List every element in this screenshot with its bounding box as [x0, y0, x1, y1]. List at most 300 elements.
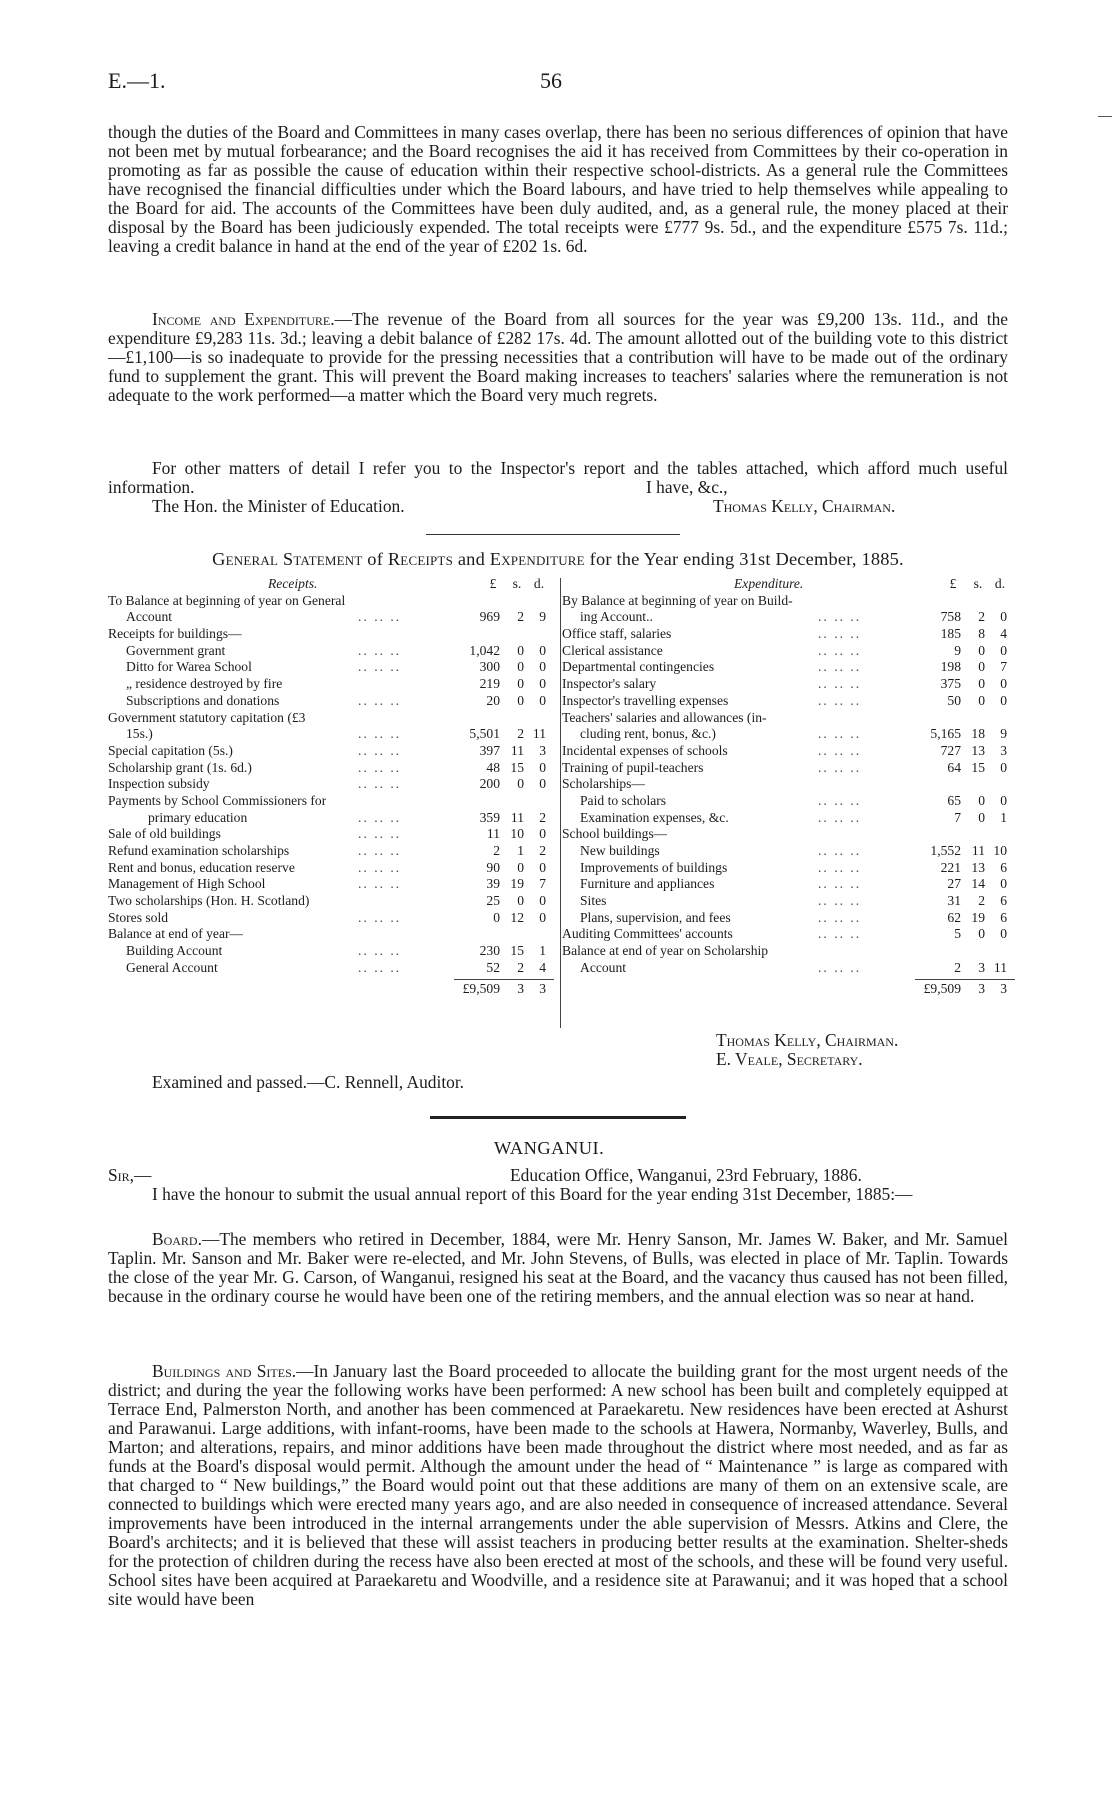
ledger-row-amount [460, 960, 546, 977]
page-number: 56 [540, 68, 562, 93]
receipts-column [108, 576, 554, 998]
leader-dots: .. .. .. [818, 759, 862, 775]
ledger-row-label: Stores sold [108, 909, 169, 925]
amount-pounds: 359 [479, 809, 500, 825]
ledger-row-label: Balance at end of year— [108, 926, 244, 942]
ledger-row-label: Inspector's salary [562, 676, 657, 692]
ledger-row-label: Sites [580, 893, 607, 909]
ledger-row-amount [460, 876, 546, 893]
ledger-row-label: Teachers' salaries and allowances (in- [562, 709, 767, 725]
ledger-row-amount [460, 726, 546, 743]
ledger-row-label: Training of pupil-teachers [562, 759, 704, 775]
expenditure-total [921, 981, 1007, 998]
ledger-row-amount [460, 893, 546, 910]
amount-shillings: 0 [517, 676, 524, 692]
leader-dots: .. .. .. [358, 859, 402, 875]
receipts-total-pounds: £9,509 [462, 980, 500, 996]
leader-dots: .. .. .. [818, 893, 862, 909]
ledger-row-amount [921, 676, 1007, 693]
amount-pounds: 7 [954, 809, 961, 825]
amount-pounds: 2 [493, 843, 500, 858]
amount-pence: 3 [539, 742, 546, 758]
ledger-row-amount [460, 943, 546, 960]
amount-pence: 4 [1000, 626, 1007, 642]
ledger-row-amount [460, 643, 546, 660]
amount-pounds: 219 [479, 676, 500, 692]
ledger-row [108, 643, 554, 660]
ledger-row [562, 826, 1014, 843]
ledger-row [108, 693, 554, 710]
receipts-rows [108, 593, 554, 977]
ledger-row-label: Inspection subsidy [108, 776, 210, 792]
amount-pence: 4 [539, 959, 546, 975]
ledger-row [108, 760, 554, 777]
amount-shillings: 0 [978, 692, 985, 708]
ledger-row [562, 643, 1014, 660]
leader-dots: .. .. .. [818, 692, 862, 708]
salutation: Sir,— [108, 1165, 152, 1185]
amount-pence: 0 [539, 826, 546, 842]
leader-dots: .. .. .. [358, 876, 402, 892]
ledger-row-label: By Balance at beginning of year on Build- [562, 592, 793, 608]
amount-pounds: 758 [940, 609, 961, 625]
ledger-row-amount [921, 960, 1007, 977]
amount-shillings: 8 [978, 626, 985, 642]
ledger-row [562, 793, 1014, 810]
amount-shillings: 0 [517, 659, 524, 675]
ledger-row-label: cluding rent, bonus, &c.) [580, 726, 716, 742]
amount-shillings: 0 [978, 642, 985, 658]
ledger-row [562, 776, 1014, 793]
ledger-row [562, 960, 1014, 977]
ledger-row [108, 793, 554, 810]
ledger-row-label: Receipts for buildings— [108, 626, 242, 642]
section-rule [426, 534, 680, 535]
ledger-row-label: Incidental expenses of schools [562, 742, 728, 758]
ledger-row-amount [460, 743, 546, 760]
amount-pence: 0 [539, 692, 546, 708]
ledger-row-amount [460, 826, 546, 843]
leader-dots: .. .. .. [818, 876, 862, 892]
ledger-row-label: Sale of old buildings [108, 826, 221, 842]
ledger-row-amount [921, 726, 1007, 743]
amount-shillings: 0 [517, 776, 524, 792]
ledger-row-amount [460, 810, 546, 827]
expenditure-total-shillings: 3 [978, 980, 985, 996]
ledger-row [562, 893, 1014, 910]
ledger-row-amount [921, 626, 1007, 643]
amount-pounds: 27 [947, 876, 961, 892]
ledger-row [108, 676, 554, 693]
ledger-row-amount [460, 760, 546, 777]
ledger-row [108, 810, 554, 827]
receipts-header [108, 576, 554, 593]
amount-shillings: 11 [971, 843, 985, 858]
amount-pounds: 20 [486, 692, 500, 708]
ledger-row-label: To Balance at beginning of year on General [108, 592, 346, 608]
amount-pence: 0 [1000, 676, 1007, 692]
amount-pounds: 1,552 [930, 843, 961, 858]
ledger-row-label: „ residence destroyed by fire [126, 676, 283, 692]
amount-pounds: 969 [479, 609, 500, 625]
ledger-row [108, 943, 554, 960]
pound-column-header: £ [949, 576, 957, 591]
amount-shillings: 15 [510, 759, 524, 775]
chairman-signature: Thomas Kelly, Chairman. [713, 496, 896, 516]
ledger-row-label: Furniture and appliances [580, 876, 715, 892]
expenditure-total-pounds: £9,509 [923, 980, 961, 996]
amount-pence: 0 [539, 659, 546, 675]
amount-pounds: 198 [940, 659, 961, 675]
closing-formula: I have, &c., [646, 477, 728, 497]
ledger-row-label: Two scholarships (Hon. H. Scotland) [108, 893, 310, 909]
ledger-row-label: Improvements of buildings [580, 859, 728, 875]
ledger-row [108, 910, 554, 927]
statement-title-part-1: General Statement [212, 549, 363, 569]
ledger-row-label: New buildings [580, 843, 660, 858]
ledger-row-label: General Account [126, 959, 218, 975]
amount-shillings: 2 [978, 893, 985, 909]
expenditure-column [562, 576, 1014, 998]
amount-shillings: 0 [978, 676, 985, 692]
amount-shillings: 0 [517, 642, 524, 658]
amount-pence: 3 [1000, 742, 1007, 758]
leader-dots: .. .. .. [818, 642, 862, 658]
receipts-heading: Receipts. [268, 576, 318, 591]
ledger-row-amount [921, 860, 1007, 877]
statement-title-part-2: Receipts [387, 549, 453, 569]
leader-dots: .. .. .. [358, 642, 402, 658]
expenditure-header [562, 576, 1014, 593]
receipts-expenditure-ledger [108, 576, 1014, 1028]
leader-dots: .. .. .. [818, 726, 862, 742]
amount-shillings: 13 [971, 742, 985, 758]
amount-pence: 0 [539, 859, 546, 875]
amount-pounds: 0 [493, 909, 500, 925]
leader-dots: .. .. .. [818, 609, 862, 625]
income-expenditure-body: —The revenue of the Board from all sources for the year was £9,200 13s. 11d., and the expenditure £9,283 11s. 3d.; leaving a debit balance of £282 17s. 4d. The amount allotted out of the building vote to this district—£1,100—is so inadequate to provide for the pressing necessities that a contribution will have to be made out of the ordinary fund to supplement the grant. This will prevent the Board making increases to teachers' salaries where the remuneration is not adequate to the work performed—a matter which the Board very much regrets. [108, 309, 1008, 405]
amount-pounds: 5,165 [930, 726, 961, 742]
receipts-total-rule [454, 979, 554, 980]
amount-shillings: 11 [510, 809, 524, 825]
shilling-column-header: s. [973, 576, 983, 591]
ledger-row [108, 860, 554, 877]
shilling-column-header: s. [512, 576, 522, 591]
ledger-row-label: Building Account [126, 943, 223, 959]
amount-pounds: 9 [954, 642, 961, 658]
ledger-row [108, 826, 554, 843]
amount-pence: 0 [1000, 642, 1007, 658]
amount-shillings: 15 [971, 759, 985, 775]
document-code: E.—1. [108, 68, 166, 93]
leader-dots: .. .. .. [818, 909, 862, 925]
ledger-row [108, 776, 554, 793]
ledger-row-label: 15s.) [126, 726, 153, 742]
amount-pounds: 300 [479, 659, 500, 675]
leader-dots: .. .. .. [358, 959, 402, 975]
statement-title-tail: for the Year ending 31st December, 1885. [589, 549, 904, 569]
ledger-row [108, 960, 554, 977]
leader-dots: .. .. .. [818, 926, 862, 942]
ledger-row [562, 843, 1014, 860]
amount-pence: 0 [1000, 876, 1007, 892]
ledger-row-amount [460, 910, 546, 927]
amount-shillings: 2 [517, 726, 524, 742]
board-paragraph [108, 1230, 1008, 1306]
amount-shillings: 0 [517, 692, 524, 708]
ledger-row-label: Plans, supervision, and fees [580, 909, 731, 925]
ledger-row-amount [921, 910, 1007, 927]
leader-dots: .. .. .. [358, 943, 402, 959]
leader-dots: .. .. .. [818, 809, 862, 825]
amount-pence: 0 [539, 676, 546, 692]
amount-shillings: 2 [517, 609, 524, 625]
amount-pence: 6 [1000, 859, 1007, 875]
amount-pence: 9 [539, 609, 546, 625]
board-heading: Board. [152, 1229, 202, 1249]
amount-pence: 7 [539, 876, 546, 892]
leader-dots: .. .. .. [358, 742, 402, 758]
amount-pence: 0 [539, 642, 546, 658]
office-address-date: Education Office, Wanganui, 23rd February, 1886. [510, 1165, 862, 1185]
leader-dots: .. .. .. [358, 909, 402, 925]
buildings-sites-body: —In January last the Board proceeded to allocate the building grant for the most urgent needs of the district; and during the year the following works have been performed: A new school has been built and completely equipped at Terrace End, Palmerston North, and another has been commenced at Paraekaretu. New residences have been erected at Ashurst and Parawanui. Large additions, with infant-rooms, have been made to the schools at Hawera, Normanby, Waverley, Bulls, and Marton; and alterations, repairs, and minor additions have been made throughout the district where most needed, and as far as funds at the Board's disposal would permit. Although the amount under the head of “ Maintenance ” is large as compared with that charged to “ New buildings,” the Board would point out that these additions are many of them on an extensive scale, are connected to buildings which were erected many years ago, and are also needed in consequence of increased attendance. Several improvements have been introduced in the internal arrangements under the able supervision of Messrs. Atkins and Clere, the Board's architects; and it is believed that these will assist teachers in producing better results at the examination. Shelter-sheds for the protection of children during the recess have also been erected at most of the schools, and these will be found very useful. School sites have been acquired at Paraekaretu and Woodville, and a residence site at Parawanui; and it was hoped that a school site would have been [108, 1361, 1008, 1609]
report-intro-paragraph: I have the honour to submit the usual annual report of this Board for the year ending 31st December, 1885:— [152, 1184, 913, 1204]
board-body: —The members who retired in December, 1884, were Mr. Henry Sanson, Mr. James W. Baker, and Mr. Samuel Taplin. Mr. Sanson and Mr. Baker were re-elected, and Mr. John Stevens, of Bulls, was elected in place of Mr. Taplin. Towards the close of the year Mr. G. Carson, of Wanganui, resigned his seat at the Board, and the vacancy thus caused has not been filled, because in the ordinary course he would have been one of the retiring members, and the annual election was so near at hand. [108, 1229, 1008, 1306]
amount-pence: 0 [1000, 926, 1007, 942]
leader-dots: .. .. .. [358, 609, 402, 625]
ledger-row [108, 626, 554, 643]
ledger-row-amount [921, 793, 1007, 810]
ledger-row [562, 693, 1014, 710]
amount-shillings: 11 [510, 742, 524, 758]
ledger-row-label: Refund examination scholarships [108, 843, 290, 858]
ledger-row-label: Government statutory capitation (£3 [108, 709, 306, 725]
intro-paragraph-1: though the duties of the Board and Committees in many cases overlap, there has been no serious differences of opinion that have not been met by mutual forbearance; and the Board recognises the aid it has received from Committees by their co-operation in promoting as far as possible the cause of education within their respective school-districts. As a general rule the Committees have recognised the financial difficulties under which the Board labours, and have tried to help themselves while appealing to the Board for aid. The accounts of the Committees have been duly audited, and, as a general rule, the money placed at their disposal by the Board has been judiciously expended. The total receipts were £777 9s. 5d., and the expenditure £575 7s. 11d.; leaving a credit balance in hand at the end of the year of £202 1s. 6d. [108, 122, 1008, 256]
ledger-row-label: Paid to scholars [580, 792, 667, 808]
ledger-row [108, 726, 554, 743]
statement-chairman-signature: Thomas Kelly, Chairman. [716, 1030, 899, 1050]
amount-pounds: 39 [486, 876, 500, 892]
amount-pounds: 31 [947, 893, 961, 909]
ledger-row-amount [921, 893, 1007, 910]
amount-pence: 1 [539, 943, 546, 959]
ledger-row-label: Ditto for Warea School [126, 659, 252, 675]
amount-pounds: 25 [486, 893, 500, 909]
receipts-total [460, 981, 546, 998]
leader-dots: .. .. .. [358, 726, 402, 742]
amount-pounds: 200 [479, 776, 500, 792]
amount-shillings: 10 [510, 826, 524, 842]
buildings-sites-paragraph [108, 1362, 1008, 1609]
amount-shillings: 1 [517, 843, 524, 858]
statement-secretary-signature: E. Veale, Secretary. [716, 1049, 863, 1069]
receipts-total-pence: 3 [539, 980, 546, 996]
amount-shillings: 15 [510, 943, 524, 959]
ledger-row-label: Government grant [126, 642, 226, 658]
amount-pounds: 11 [486, 826, 500, 842]
receipts-total-shillings: 3 [517, 980, 524, 996]
amount-shillings: 18 [971, 726, 985, 742]
ledger-row [108, 926, 554, 943]
leader-dots: .. .. .. [358, 776, 402, 792]
ledger-row-amount [921, 810, 1007, 827]
amount-pence: 11 [532, 726, 546, 742]
ledger-row-amount [921, 876, 1007, 893]
ledger-row [562, 876, 1014, 893]
amount-pounds: 48 [486, 759, 500, 775]
ledger-row-label: Inspector's travelling expenses [562, 692, 729, 708]
ledger-row [562, 860, 1014, 877]
amount-pence: 2 [539, 809, 546, 825]
amount-pence: 9 [1000, 726, 1007, 742]
ledger-row-label: ing Account.. [580, 609, 653, 625]
ledger-row-label: Subscriptions and donations [126, 692, 280, 708]
ledger-row-amount [921, 643, 1007, 660]
ledger-row-amount [460, 659, 546, 676]
amount-pounds: 375 [940, 676, 961, 692]
ledger-row-amount [460, 776, 546, 793]
ledger-row [108, 710, 554, 727]
amount-pence: 0 [1000, 792, 1007, 808]
amount-pence: 6 [1000, 893, 1007, 909]
ledger-row-label: Rent and bonus, education reserve [108, 859, 295, 875]
amount-pounds: 5,501 [469, 726, 500, 742]
ledger-row [108, 659, 554, 676]
ledger-row [562, 743, 1014, 760]
ledger-row-amount [921, 760, 1007, 777]
statement-title-part-3: Expenditure [489, 549, 585, 569]
leader-dots: .. .. .. [818, 742, 862, 758]
ledger-row-label: Balance at end of year on Scholarship [562, 943, 769, 959]
amount-shillings: 0 [978, 659, 985, 675]
ledger-row-amount [460, 676, 546, 693]
amount-shillings: 0 [517, 893, 524, 909]
amount-pounds: 64 [947, 759, 961, 775]
ledger-row-label: Departmental contingencies [562, 659, 715, 675]
statement-title-and: and [457, 549, 485, 569]
amount-shillings: 0 [978, 792, 985, 808]
leader-dots: .. .. .. [358, 809, 402, 825]
amount-pence: 0 [539, 759, 546, 775]
ledger-divider [560, 578, 561, 1028]
amount-pounds: 230 [479, 943, 500, 959]
ledger-row [562, 726, 1014, 743]
amount-pounds: 5 [954, 926, 961, 942]
amount-pounds: 52 [486, 959, 500, 975]
margin-mark [1098, 116, 1112, 117]
amount-pounds: 1,042 [469, 642, 500, 658]
ledger-row [562, 593, 1014, 610]
other-matters-paragraph: For other matters of detail I refer you to the Inspector's report and the tables attached, which afford much useful information. [108, 458, 1008, 497]
leader-dots: .. .. .. [358, 692, 402, 708]
ledger-row [562, 609, 1014, 626]
ledger-row [108, 843, 554, 860]
amount-pounds: 221 [940, 859, 961, 875]
leader-dots: .. .. .. [818, 626, 862, 642]
ledger-row-amount [921, 926, 1007, 943]
income-expenditure-heading: Income and Expenditure. [152, 309, 335, 329]
leader-dots: .. .. .. [358, 843, 402, 858]
amount-shillings: 12 [510, 909, 524, 925]
ledger-row-amount [460, 843, 546, 860]
ledger-row [562, 910, 1014, 927]
ledger-row [562, 676, 1014, 693]
amount-shillings: 0 [978, 809, 985, 825]
ledger-row-label: primary education [148, 809, 248, 825]
amount-shillings: 2 [517, 959, 524, 975]
expenditure-rows [562, 593, 1014, 977]
ledger-row-label: Payments by School Commissioners for [108, 792, 327, 808]
ledger-row-label: Office staff, salaries [562, 626, 672, 642]
amount-shillings: 19 [971, 909, 985, 925]
amount-pence: 2 [539, 843, 546, 858]
ledger-row-amount [921, 843, 1007, 860]
ledger-row [562, 810, 1014, 827]
ledger-row-label: Management of High School [108, 876, 266, 892]
leader-dots: .. .. .. [818, 959, 862, 975]
amount-pence: 0 [1000, 692, 1007, 708]
ledger-row-amount [921, 609, 1007, 626]
auditor-statement: Examined and passed.—C. Rennell, Auditor. [152, 1072, 465, 1092]
ledger-row-label: Scholarships— [562, 776, 646, 792]
amount-pounds: 727 [940, 742, 961, 758]
addressee: The Hon. the Minister of Education. [152, 496, 405, 516]
ledger-row-label: Account [126, 609, 173, 625]
statement-title [108, 549, 1008, 570]
pence-column-header: d. [994, 576, 1006, 591]
ledger-row-label: School buildings— [562, 826, 668, 842]
amount-shillings: 2 [978, 609, 985, 625]
ledger-row-amount [460, 693, 546, 710]
amount-pounds: 62 [947, 909, 961, 925]
amount-shillings: 0 [978, 926, 985, 942]
amount-pounds: 185 [940, 626, 961, 642]
amount-pence: 0 [1000, 759, 1007, 775]
ledger-row-label: Examination expenses, &c. [580, 809, 729, 825]
section-rule-heavy [430, 1116, 686, 1119]
amount-shillings: 3 [978, 959, 985, 975]
amount-pounds: 90 [486, 859, 500, 875]
pence-column-header: d. [533, 576, 545, 591]
amount-pounds: 65 [947, 792, 961, 808]
leader-dots: .. .. .. [818, 792, 862, 808]
ledger-row-amount [921, 693, 1007, 710]
amount-shillings: 13 [971, 859, 985, 875]
ledger-row [108, 743, 554, 760]
ledger-row [562, 926, 1014, 943]
pound-column-header: £ [489, 576, 497, 591]
ledger-row-label: Scholarship grant (1s. 6d.) [108, 759, 252, 775]
ledger-row [562, 943, 1014, 960]
leader-dots: .. .. .. [358, 826, 402, 842]
leader-dots: .. .. .. [818, 659, 862, 675]
ledger-row [108, 876, 554, 893]
leader-dots: .. .. .. [818, 859, 862, 875]
leader-dots: .. .. .. [358, 759, 402, 775]
amount-pence: 10 [993, 843, 1007, 858]
leader-dots: .. .. .. [818, 843, 862, 858]
ledger-row-amount [921, 743, 1007, 760]
ledger-row-amount [921, 659, 1007, 676]
ledger-row-label: Special capitation (5s.) [108, 742, 233, 758]
ledger-row-label: Clerical assistance [562, 642, 663, 658]
amount-shillings: 0 [517, 859, 524, 875]
wanganui-section-title: WANGANUI. [494, 1138, 605, 1158]
amount-pounds: 397 [479, 742, 500, 758]
amount-pence: 6 [1000, 909, 1007, 925]
amount-pence: 1 [1000, 809, 1007, 825]
